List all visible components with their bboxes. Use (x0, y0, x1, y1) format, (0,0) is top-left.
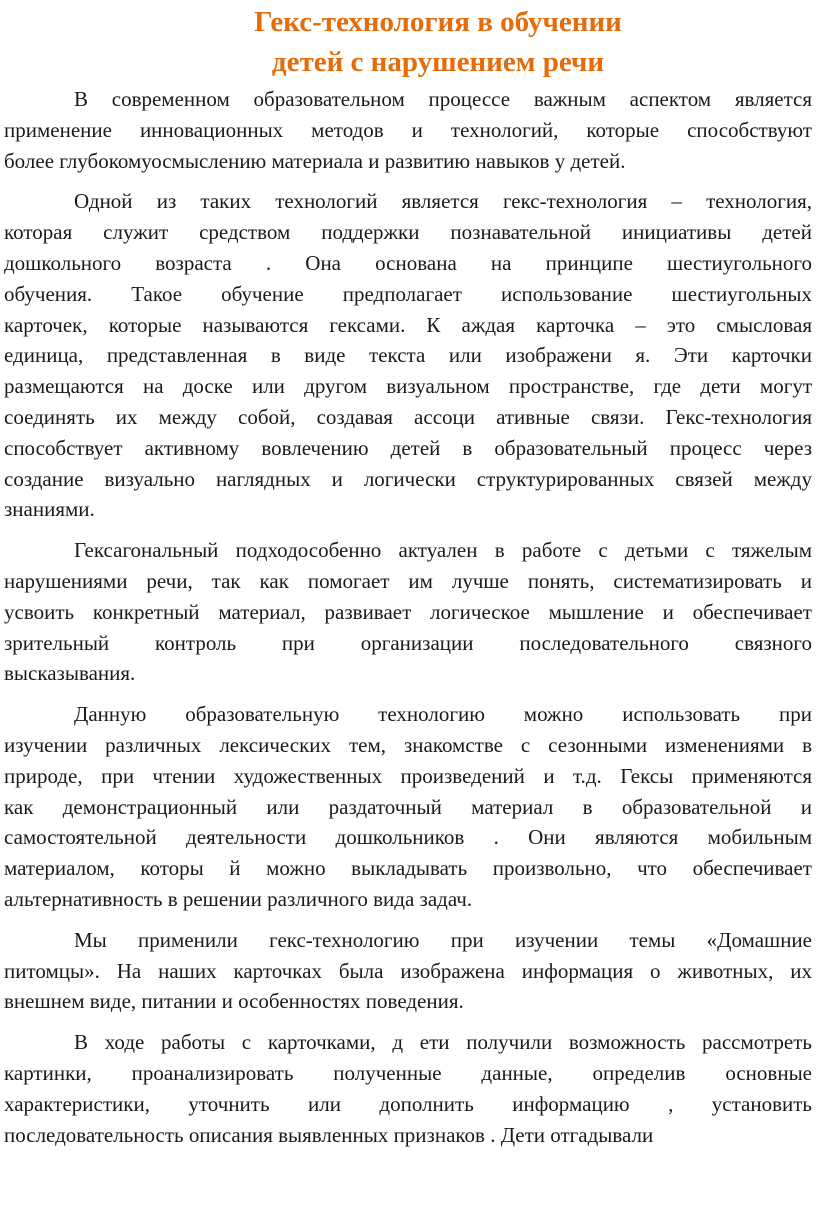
document-title (4, 2, 812, 82)
text-line: картинки, проанализировать полученные данные, определив основные (4, 1060, 812, 1085)
text-line: Гексагональный подходособенно актуален в работе с детьми с тяжелым (74, 538, 812, 563)
text-line: Одной из таких технологий является гекс-технология – технология, (74, 189, 812, 214)
paragraph (4, 84, 812, 176)
text-line: единица, представленная в виде текста или изображени я. Эти карточки (4, 343, 812, 368)
text-line: характеристики, уточнить или дополнить информацию , установить (4, 1091, 812, 1116)
paragraph (4, 186, 812, 525)
paragraph (4, 535, 812, 689)
text-line: альтернативность в решении различного вида задач. (4, 886, 473, 911)
text-line: материалом, которы й можно выкладывать произвольно, что обеспечивает (4, 856, 812, 881)
text-line: природе, при чтении художественных произведений и т.д. Гексы применяются (4, 763, 812, 788)
text-line: дошкольного возраста . Она основана на принципе шестиугольного (4, 250, 812, 275)
text-line: размещаются на доске или другом визуальном пространстве, где дети могут (4, 374, 812, 399)
text-line: создание визуально наглядных и логически структурированных связей между (4, 466, 812, 491)
text-line: применение инновационных методов и технологий, которые способствуют (4, 117, 812, 142)
text-line: нарушениями речи, так как помогает им лучше понять, систематизировать и (4, 568, 812, 593)
text-line: более глубокомуосмыслению материала и развитию навыков у детей. (4, 148, 626, 173)
text-line: соединять их между собой, создавая ассоци ативные связи. Гекс-технология (4, 404, 812, 429)
text-line: карточек, которые называются гексами. К аждая карточка – это смысловая (4, 312, 812, 337)
text-line: зрительный контроль при организации последовательного связного (4, 630, 812, 655)
paragraph (4, 925, 812, 1017)
text-line: изучении различных лексических тем, знакомстве с сезонными изменениями в (4, 732, 812, 757)
text-line: последовательность описания выявленных признаков . Дети отгадывали (4, 1122, 654, 1147)
paragraph (4, 1027, 812, 1150)
text-line: питомцы». На наших карточках была изображена информация о животных, их (4, 958, 812, 983)
paragraph (4, 699, 812, 915)
text-line: Мы применили гекс-технологию при изучении темы «Домашние (74, 927, 812, 952)
text-line: самостоятельной деятельности дошкольников . Они являются мобильным (4, 825, 812, 850)
text-line: способствует активному вовлечению детей в образовательный процесс через (4, 435, 812, 460)
text-line: которая служит средством поддержки познавательной инициативы детей (4, 220, 812, 245)
text-line: высказывания. (4, 661, 136, 686)
text-line: Данную образовательную технологию можно использовать при (74, 702, 812, 727)
text-line: усвоить конкретный материал, развивает логическое мышление и обеспечивает (4, 599, 812, 624)
text-line: В современном образовательном процессе важным аспектом является (74, 87, 812, 111)
text-line: как демонстрационный или раздаточный материал в образовательной и (4, 794, 812, 819)
text-line: знаниями. (4, 497, 95, 522)
text-line: внешнем виде, питании и особенностях поведения. (4, 989, 464, 1014)
document-body (4, 84, 812, 1150)
text-line: обучения. Такое обучение предполагает использование шестиугольных (4, 281, 812, 306)
title-line-2: детей с нарушением речи (271, 46, 605, 78)
text-line: В ходе работы с карточками, д ети получили возможность рассмотреть (74, 1030, 812, 1055)
title-line-1: Гекс-технология в обучении (254, 6, 622, 38)
